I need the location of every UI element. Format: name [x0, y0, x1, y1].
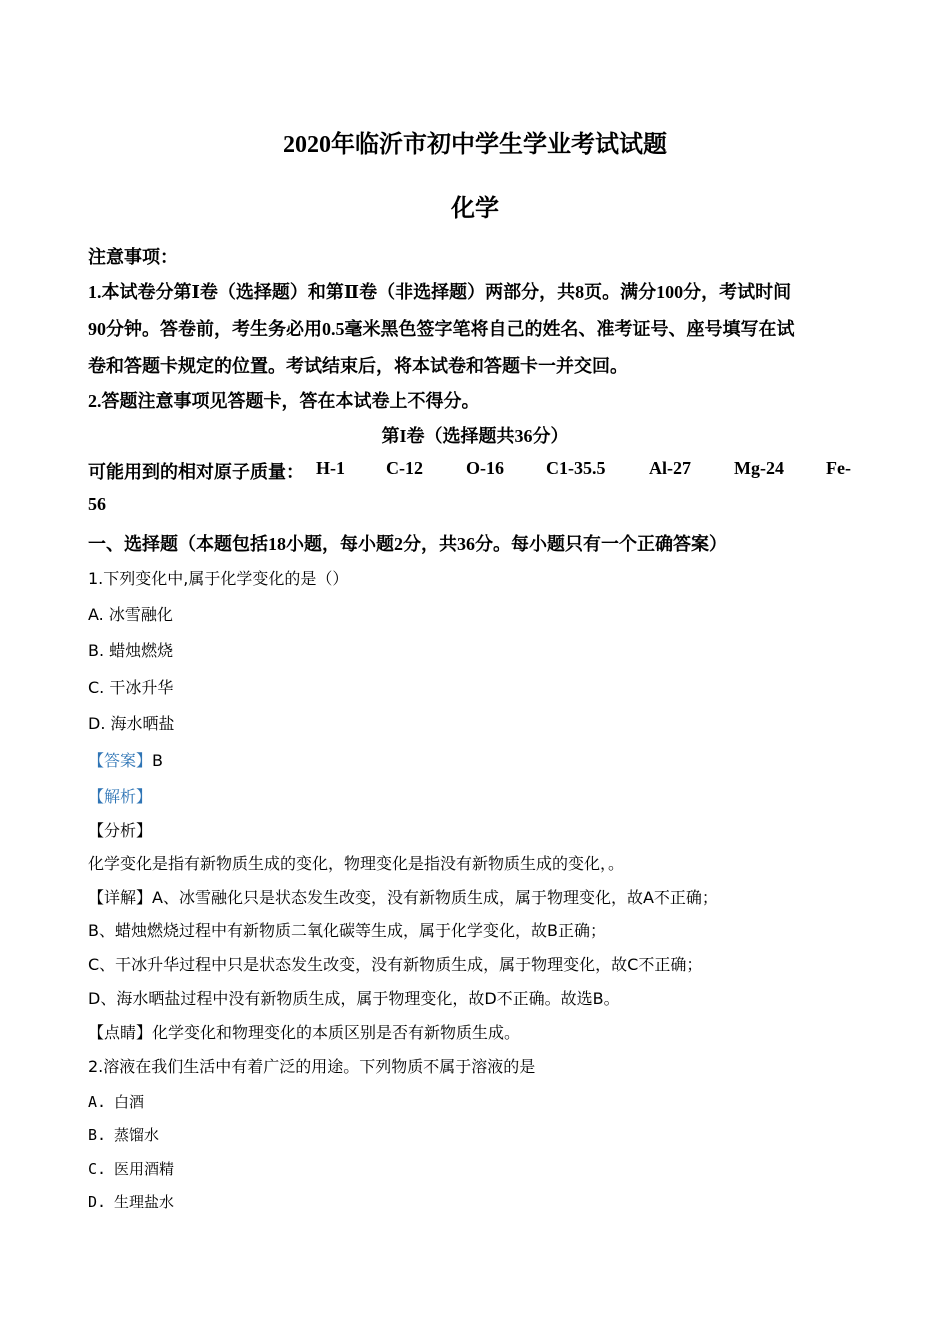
q1-option-a: A. 冰雪融化: [88, 605, 173, 624]
q2-option-b-label: B.: [88, 1126, 107, 1144]
q1-answer: [88, 748, 163, 771]
notice-item1-line1: 1.本试卷分第Ⅰ卷（选择题）和第Ⅱ卷（非选择题）两部分，共8页。满分100分，考试时间: [88, 282, 792, 302]
exam-title: 2020年临沂市初中学生学业考试试题: [283, 132, 667, 158]
q2-option-d-label: D.: [88, 1193, 107, 1211]
mass-mg: Mg-24: [734, 458, 784, 478]
q2-option-d: [88, 1191, 174, 1212]
mass-c: C-12: [386, 458, 423, 478]
mass-al: Al-27: [649, 458, 691, 478]
mass-fe-wrap: 56: [88, 494, 106, 514]
q2-option-d-text: 生理盐水: [114, 1193, 175, 1211]
section-heading: 一、选择题（本题包括18小题，每小题2分，共36分。每小题只有一个正确答案）: [88, 534, 727, 554]
fenxi-text: 化学变化是指有新物质生成的变化，物理变化是指没有新物质生成的变化，。: [88, 854, 625, 873]
part1-heading: 第I卷（选择题共36分）: [381, 426, 569, 446]
detail-line-b: B、蜡烛燃烧过程中有新物质二氧化碳等生成，属于化学变化，故B正确；: [88, 921, 606, 940]
answer-value: B: [152, 751, 163, 770]
q1-option-d: D. 海水晒盐: [88, 714, 175, 733]
q2-stem: 2.溶液在我们生活中有着广泛的用途。下列物质不属于溶液的是: [88, 1057, 536, 1076]
atomic-mass-label: 可能用到的相对原子质量：: [88, 462, 304, 482]
q2-option-c-text: 医用酒精: [114, 1160, 175, 1178]
notice-item1-line3: 卷和答题卡规定的位置。考试结束后，将本试卷和答题卡一并交回。: [88, 356, 628, 376]
q2-option-a-label: A.: [88, 1093, 107, 1111]
detail-line-c: C、干冰升华过程中只是状态发生改变，没有新物质生成，属于物理变化，故C不正确；: [88, 955, 703, 974]
answer-tag: 【答案】: [88, 751, 153, 770]
mass-cl: C1-35.5: [546, 458, 606, 478]
q2-option-c-label: C.: [88, 1160, 107, 1178]
mass-h: H-1: [316, 458, 345, 478]
q1-option-b: B. 蜡烛燃烧: [88, 641, 174, 660]
q1-option-c: C. 干冰升华: [88, 678, 174, 697]
subject-title: 化学: [451, 196, 499, 222]
q2-option-c: [88, 1158, 174, 1179]
q1-stem: 1.下列变化中,属于化学变化的是（）: [88, 569, 349, 588]
fenxi-tag: 【分析】: [88, 821, 153, 840]
detail-line-d: D、海水晒盐过程中没有新物质生成，属于物理变化，故D不正确。故选B。: [88, 989, 620, 1008]
dianjing: 【点睛】化学变化和物理变化的本质区别是否有新物质生成。: [88, 1023, 521, 1042]
notice-item1-line2: 90分钟。答卷前，考生务必用0.5毫米黑色签字笔将自己的姓名、准考证号、座号填写在试: [88, 319, 795, 339]
analysis-tag: 【解析】: [88, 787, 153, 806]
notice-heading: 注意事项：: [88, 247, 178, 267]
mass-fe: Fe-: [826, 458, 851, 478]
detail-line-a: 【详解】A、冰雪融化只是状态发生改变，没有新物质生成，属于物理变化，故A不正确；: [88, 888, 718, 907]
q2-option-a-text: 白酒: [114, 1093, 145, 1111]
mass-o: O-16: [466, 458, 504, 478]
notice-item2: 2.答题注意事项见答题卡，答在本试卷上不得分。: [88, 391, 480, 411]
q2-option-b: [88, 1124, 159, 1145]
q2-option-b-text: 蒸馏水: [114, 1126, 160, 1144]
q2-option-a: [88, 1091, 144, 1112]
